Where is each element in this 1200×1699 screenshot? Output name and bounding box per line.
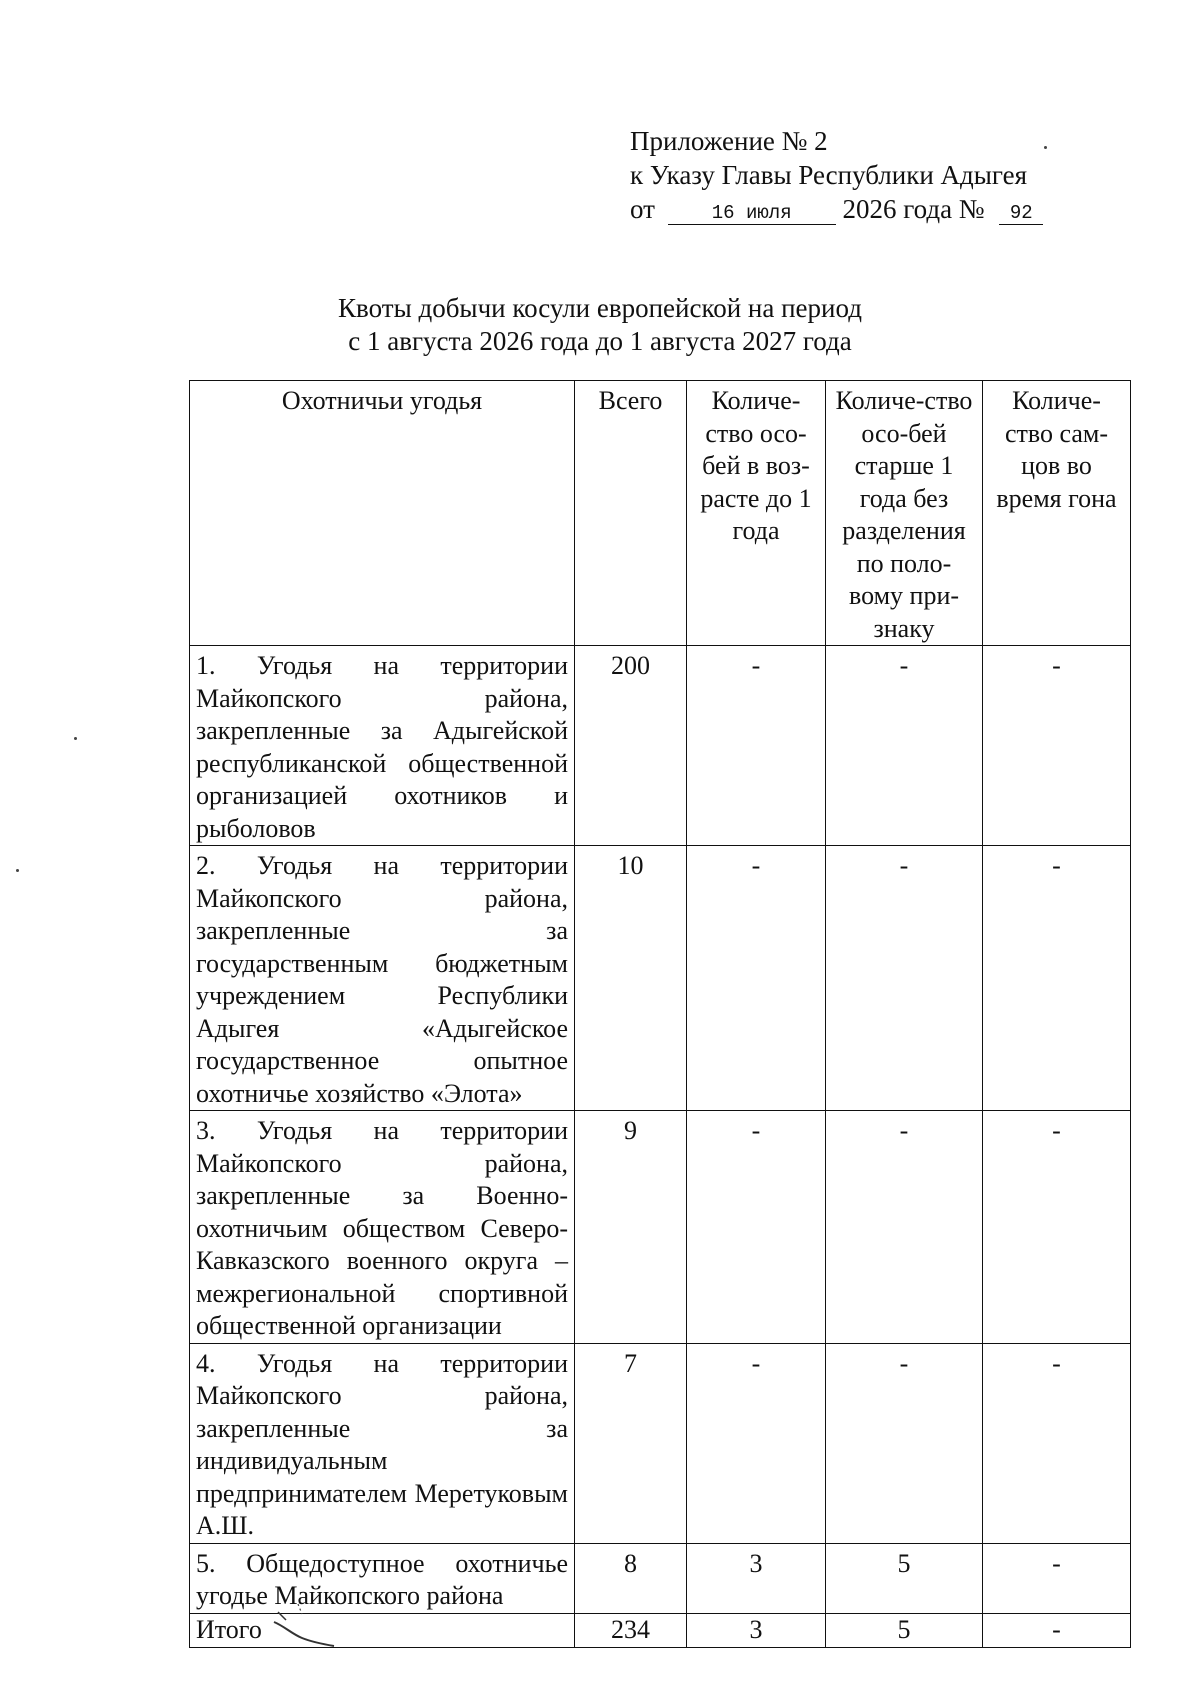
row-males: - bbox=[983, 846, 1131, 1111]
header-hunting-grounds: Охотничьи угодья bbox=[190, 381, 575, 646]
row-young: - bbox=[687, 1111, 826, 1344]
row-adult: - bbox=[826, 846, 983, 1111]
scan-speck bbox=[16, 869, 19, 872]
row-adult: - bbox=[826, 1111, 983, 1344]
quota-table bbox=[189, 380, 1131, 1648]
row-total: 8 bbox=[575, 1543, 687, 1613]
total-young: 3 bbox=[687, 1613, 826, 1647]
row-name: 4. Угодья на территории Майкопского района, закрепленные за индивидуальным предпринимателем Меретуковым А.Ш. bbox=[190, 1343, 575, 1543]
row-males: - bbox=[983, 1343, 1131, 1543]
total-sum: 234 bbox=[575, 1613, 687, 1647]
table-row bbox=[190, 846, 1131, 1111]
header-males: Количе-ство сам-цов во время гона bbox=[983, 381, 1131, 646]
decree-date: 16 июля bbox=[668, 202, 836, 225]
row-young: - bbox=[687, 646, 826, 846]
row-young: 3 bbox=[687, 1543, 826, 1613]
total-label: Итого bbox=[190, 1613, 575, 1647]
row-males: - bbox=[983, 646, 1131, 846]
row-adult: 5 bbox=[826, 1543, 983, 1613]
total-adult: 5 bbox=[826, 1613, 983, 1647]
header-row bbox=[190, 381, 1131, 646]
decree-number: 92 bbox=[999, 202, 1043, 225]
row-males: - bbox=[983, 1111, 1131, 1344]
appendix-decree-ref: к Указу Главы Республики Адыгея bbox=[630, 160, 1028, 190]
total-males: - bbox=[983, 1613, 1131, 1647]
row-young: - bbox=[687, 846, 826, 1111]
appendix-header bbox=[630, 124, 1043, 226]
appendix-label: Приложение № 2 bbox=[630, 126, 828, 156]
row-males: - bbox=[983, 1543, 1131, 1613]
date-prefix: от bbox=[630, 194, 655, 224]
table-row bbox=[190, 1111, 1131, 1344]
header-adult: Количе-ство осо-бей старше 1 года без разделения по поло-вому при-знаку bbox=[826, 381, 983, 646]
row-name: 2. Угодья на территории Майкопского района, закрепленные за государственным бюджетным учреждением Республики Адыгея «Адыгейское государственное опытное охотничье хозяйство «Элота» bbox=[190, 846, 575, 1111]
appendix-date-line bbox=[630, 192, 1043, 226]
title-line-2: с 1 августа 2026 года до 1 августа 2027 года bbox=[348, 326, 852, 356]
row-name: 5. Общедоступное охотничье угодье Майкопского района bbox=[190, 1543, 575, 1613]
row-name: 3. Угодья на территории Майкопского района, закрепленные за Военно-охотничьим обществом Северо-Кавказского военного округа – межрегиональной спортивной общественной организации bbox=[190, 1111, 575, 1344]
row-adult: - bbox=[826, 646, 983, 846]
row-name: 1. Угодья на территории Майкопского района, закрепленные за Адыгейской республиканской общественной организацией охотников и рыболовов bbox=[190, 646, 575, 846]
document-title bbox=[0, 292, 1200, 358]
row-total: 200 bbox=[575, 646, 687, 846]
row-adult: - bbox=[826, 1343, 983, 1543]
title-line-1: Квоты добычи косули европейской на период bbox=[338, 293, 862, 323]
table-row bbox=[190, 1343, 1131, 1543]
row-total: 7 bbox=[575, 1343, 687, 1543]
row-total: 10 bbox=[575, 846, 687, 1111]
scan-speck bbox=[1044, 146, 1047, 149]
row-young: - bbox=[687, 1343, 826, 1543]
header-total: Всего bbox=[575, 381, 687, 646]
row-total: 9 bbox=[575, 1111, 687, 1344]
header-young: Количе-ство осо-бей в воз-расте до 1 года bbox=[687, 381, 826, 646]
year-number-label: 2026 года № bbox=[842, 194, 985, 224]
signature-scribble bbox=[272, 1600, 352, 1650]
scan-speck bbox=[74, 737, 77, 740]
table-row bbox=[190, 646, 1131, 846]
